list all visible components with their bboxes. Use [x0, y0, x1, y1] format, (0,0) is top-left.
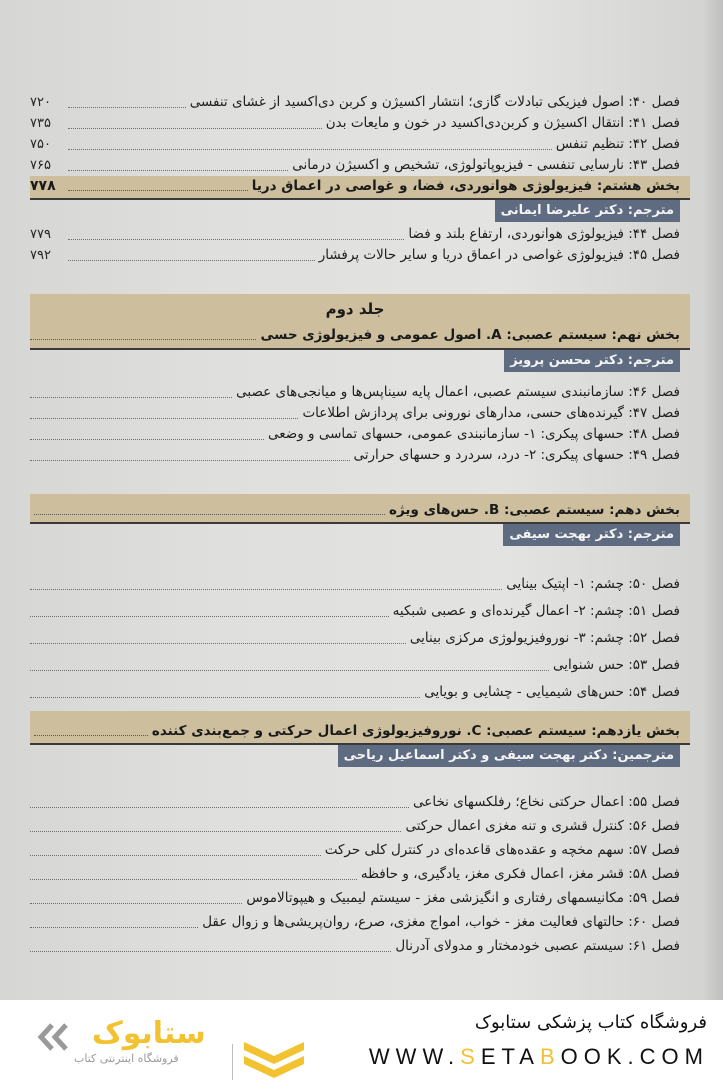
dot-leader [68, 170, 288, 171]
toc-entry-ch59[interactable] [30, 885, 680, 909]
part-title: بخش هشتم: فیزیولوژی هوانوردی، فضا، و غواصی در اعماق دریا [251, 178, 680, 194]
toc-entry-ch49[interactable] [30, 445, 680, 466]
page-number: ۷۵۰ [30, 137, 51, 152]
dot-leader [30, 831, 401, 832]
dot-leader [30, 418, 298, 419]
dot-leader [30, 951, 391, 952]
toc-entry-ch43[interactable] [30, 155, 680, 176]
page-number: ۷۲۰ [30, 95, 51, 110]
part-header-11[interactable] [30, 711, 690, 745]
chapter-title: فصل ۵۵: اعمال حرکتی نخاع؛ رفلکسهای نخاعی [413, 794, 680, 810]
shop-url-link[interactable] [369, 1044, 709, 1070]
translator-row [30, 350, 680, 374]
dot-leader [30, 927, 198, 928]
dot-leader [68, 149, 552, 150]
dot-leader [30, 697, 420, 698]
part-title: بخش نهم: سیستم عصبی: A. اصول عمومی و فیزیولوژی حسی [260, 327, 680, 343]
chapter-title: فصل ۴۵: فیزیولوژی غواصی در اعماق دریا و سایر حالات پرفشار [318, 247, 680, 263]
url-highlight-s: S [460, 1044, 481, 1069]
chapter-title: فصل ۴۱: انتقال اکسیژن و کربن‌دی‌اکسید در خون و مایعات بدن [325, 115, 680, 131]
chapter-title: فصل ۵۲: چشم: ۳- نوروفیزیولوژی مرکزی بینایی [409, 630, 680, 646]
url-prefix: WWW. [368, 1044, 461, 1069]
toc-entry-ch47[interactable] [30, 403, 680, 424]
toc-entry-ch41[interactable] [30, 113, 680, 134]
dot-leader [30, 879, 357, 880]
store-banner [0, 1000, 723, 1080]
page-number: ۷۹۲ [30, 248, 51, 263]
chapter-title: فصل ۵۶: کنترل قشری و تنه مغزی اعمال حرکتی [405, 818, 680, 834]
dot-leader [30, 807, 409, 808]
dot-leader [68, 128, 322, 129]
translator-row [30, 745, 680, 769]
chapter-title: فصل ۵۷: سهم مخچه و عقده‌های قاعده‌ای در کنترل کلی حرکت [324, 842, 680, 858]
book-emblem-icon [242, 1040, 306, 1080]
toc-entry-ch46[interactable] [30, 382, 680, 403]
double-chevron-icon [36, 1022, 72, 1052]
dot-leader [30, 339, 256, 340]
logo-wordmark: ستابوک [92, 1016, 206, 1051]
toc-entry-ch53[interactable] [30, 649, 680, 676]
dot-leader [30, 616, 389, 617]
chapter-title: فصل ۴۶: سازمانبندی سیستم عصبی، اعمال پایه سیناپس‌ها و میانجی‌های عصبی [236, 384, 680, 400]
dot-leader [68, 107, 186, 108]
translator-label: مترجم: دکتر محسن پرویز [504, 350, 680, 372]
toc-entry-ch56[interactable] [30, 813, 680, 837]
dot-leader [30, 670, 549, 671]
toc-entry-ch40[interactable] [30, 92, 680, 113]
chapter-title: فصل ۶۰: حالتهای فعالیت مغز - خواب، امواج مغزی، صرع، روان‌پریشی‌ها و زوال عقل [202, 914, 680, 930]
toc-entry-ch55[interactable] [30, 789, 680, 813]
dot-leader [68, 190, 248, 191]
toc-entry-ch48[interactable] [30, 424, 680, 445]
part-title: بخش یازدهم: سیستم عصبی: C. نوروفیزیولوژی اعمال حرکتی و جمع‌بندی کننده [151, 723, 680, 739]
chapter-title: فصل ۴۷: گیرنده‌های حسی، مدارهای نورونی برای پردازش اطلاعات [302, 405, 680, 421]
page-number: ۷۳۵ [30, 116, 51, 131]
toc-entry-ch52[interactable] [30, 622, 680, 649]
table-of-contents [30, 92, 680, 957]
chapter-title: فصل ۶۱: سیستم عصبی خودمختار و مدولای آدرنال [395, 938, 680, 954]
volume-header [30, 294, 690, 350]
toc-entry-ch61[interactable] [30, 933, 680, 957]
toc-entry-ch44[interactable] [30, 224, 680, 245]
chapter-title: فصل ۵۸: قشر مغز، اعمال فکری مغز، یادگیری، و حافظه [360, 866, 680, 882]
toc-entry-ch50[interactable] [30, 568, 680, 595]
chapter-title: فصل ۴۰: اصول فیزیکی تبادلات گازی؛ انتشار اکسیژن و کربن دی‌اکسید از غشای تنفسی [189, 94, 680, 110]
volume-title: جلد دوم [325, 300, 385, 318]
dot-leader [30, 903, 242, 904]
chapter-title: فصل ۴۴: فیزیولوژی هوانوردی، ارتفاع بلند و فضا [408, 226, 680, 242]
toc-entry-ch54[interactable] [30, 676, 680, 703]
toc-entry-ch45[interactable] [30, 245, 680, 266]
dot-leader [30, 643, 406, 644]
chapter-title: فصل ۵۰: چشم: ۱- اپتیک بینایی [506, 576, 680, 592]
url-eta: ETA [480, 1044, 540, 1069]
part-header-9[interactable] [30, 322, 680, 348]
page-number: ۷۶۵ [30, 158, 51, 173]
store-logo[interactable] [36, 1018, 286, 1068]
chapter-title: فصل ۵۳: حس شنوایی [552, 657, 680, 673]
page-number: ۷۷۸ [30, 178, 56, 194]
dot-leader [68, 260, 315, 261]
dot-leader [34, 514, 385, 515]
toc-entry-ch60[interactable] [30, 909, 680, 933]
translator-label: مترجم: دکتر علیرضا ایمانی [495, 200, 680, 222]
chapter-title: فصل ۵۴: حس‌های شیمیایی - چشایی و بویایی [424, 684, 680, 700]
shop-name: فروشگاه کتاب پزشکی ستابوک [474, 1012, 707, 1033]
toc-entry-ch51[interactable] [30, 595, 680, 622]
chapter-title: فصل ۴۸: حسهای پیکری: ۱- سازمانبندی عمومی، حسهای تماسی و وضعی [268, 426, 680, 442]
translator-row [30, 524, 680, 548]
translator-label: مترجمین: دکتر بهجت سیفی و دکتر اسماعیل ریاحی [338, 745, 680, 767]
part-header-10[interactable] [30, 494, 690, 524]
dot-leader [30, 589, 502, 590]
chapter-title: فصل ۴۳: نارسایی تنفسی - فیزیوپاتولوژی، تشخیص و اکسیژن درمانی [292, 157, 680, 173]
dot-leader [34, 735, 148, 736]
dot-leader [30, 439, 264, 440]
translator-row [30, 200, 680, 224]
chapter-title: فصل ۵۹: مکانیسمهای رفتاری و انگیزشی مغز - سیستم لیمبیک و هیپوتالاموس [246, 890, 680, 906]
chapter-title: فصل ۴۲: تنظیم تنفس [555, 136, 680, 152]
part-header-8[interactable] [30, 176, 690, 200]
url-highlight-b: B [539, 1044, 561, 1069]
url-rest: OOK.COM [560, 1044, 709, 1069]
part-title: بخش دهم: سیستم عصبی: B. حس‌های ویژه [389, 502, 680, 518]
chapter-title: فصل ۵۱: چشم: ۲- اعمال گیرنده‌ای و عصبی شبکیه [392, 603, 680, 619]
toc-entry-ch42[interactable] [30, 134, 680, 155]
logo-divider [232, 1044, 233, 1080]
dot-leader [30, 397, 232, 398]
chapter-title: فصل ۴۹: حسهای پیکری: ۲- درد، سردرد و حسهای حرارتی [353, 447, 680, 463]
logo-subtitle: فروشگاه اینترنتی کتاب [74, 1052, 179, 1065]
dot-leader [30, 855, 321, 856]
dot-leader [30, 460, 350, 461]
toc-entry-ch58[interactable] [30, 861, 680, 885]
translator-label: مترجم: دکتر بهجت سیفی [503, 524, 680, 546]
page-number: ۷۷۹ [30, 227, 51, 242]
toc-entry-ch57[interactable] [30, 837, 680, 861]
dot-leader [68, 239, 404, 240]
